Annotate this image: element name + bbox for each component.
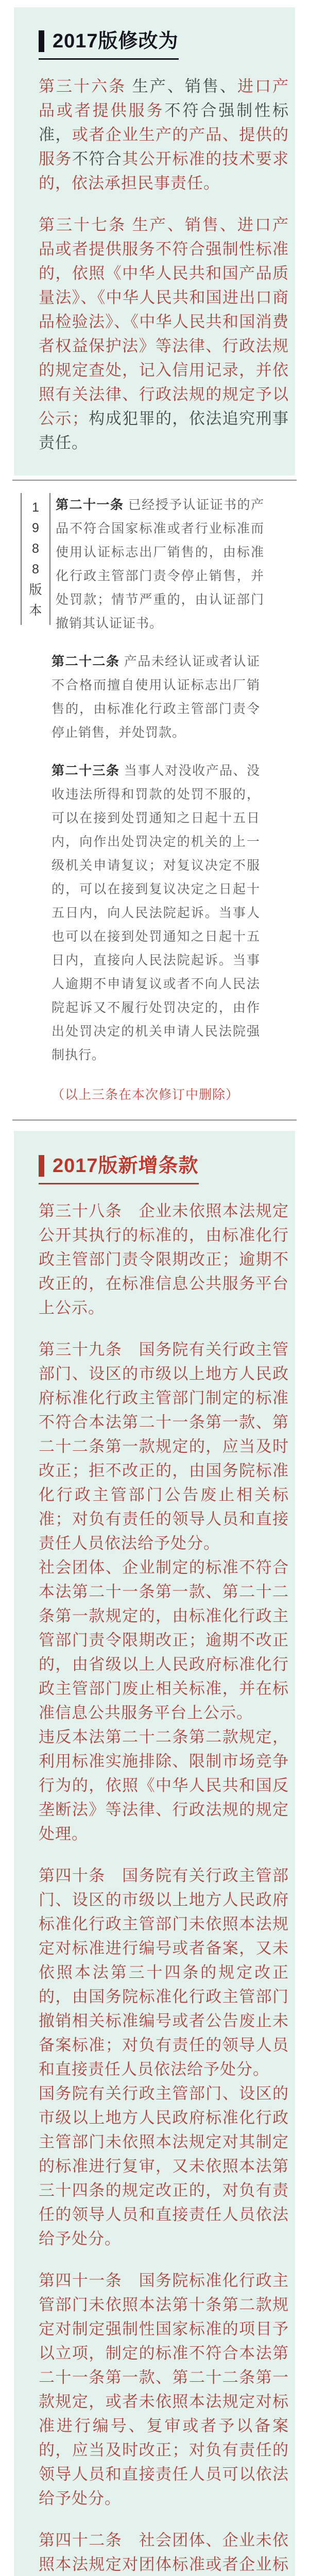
text-segment: 第三十九条 国务院有关行政主管部门、设区的市级以上地方人民政府标准化行政主管部门制定的标准不符合本法第二十一条第一款、第二十二条第一款规定的，应当及时改正；拒不改正的，由国务院标准化行政主管部门公告废止相关标准；对负有责任的领导人员和直接责任人员依法给予处分。 [39, 1341, 289, 1552]
text-segment: 第三十八条 企业未依照本法规定公开其执行的标准的，由标准化行政主管部门责令限期改正；逾期不改正的，在标准信息公共服务平台上公示。 [39, 1202, 289, 1317]
vertical-label-1988 [21, 493, 50, 625]
sidebar-char: 8 [32, 541, 39, 556]
sidebar-char: 8 [32, 562, 39, 577]
paragraph [39, 1863, 289, 2081]
paragraph [39, 213, 289, 455]
header-accent-bar [39, 1155, 44, 1177]
text-segment: 第三十六条 [39, 77, 132, 95]
text-segment: 或者企业生产的产品、提供的服务 [39, 126, 289, 168]
text-segment: 不符合强制性标准， [39, 101, 289, 144]
paragraph [39, 2528, 289, 2576]
text-segment: 产品未经认证或者认证不合格而擅自使用认证标志出厂销售的，由标准化行政主管部门责令停止销售，并处罚款。 [52, 654, 260, 740]
text-segment: 违反本法第二十二条第二款规定，利用标准实施排除、限制市场竞争行为的，依照《中华人民共和国反垄断法》等法律、行政法规的规定处理。 [39, 1728, 289, 1843]
text-segment: 生产、销售、 [132, 77, 237, 95]
sidebar-row [0, 493, 309, 635]
paragraph [39, 2081, 289, 2251]
card-2017-modified [14, 7, 295, 476]
text-segment: 第四十二条 社会团体、企业未依照本法规定对团体标准或者企业标 [39, 2531, 289, 2573]
section-title: 2017版新增条款 [53, 1155, 199, 1177]
sidebar-char: 本 [29, 603, 42, 618]
section-1988-version [0, 485, 309, 1115]
sidebar-char: 版 [29, 583, 42, 597]
text-segment: 进口产品或者提供服务 [39, 77, 289, 120]
paragraph [56, 493, 264, 635]
text-segment: 社会团体、企业制定的标准不符合本法第二十一条第一款、第二十二条第一款规定的，由标准化行政主管部门责令限期改正；逾期不改正的，由省级以上人民政府标准化行政主管部门废止相关标准，并在标准信息公共服务平台上公示。 [39, 1558, 289, 1722]
text-segment: 不符合 [72, 150, 123, 168]
paragraph [39, 74, 289, 195]
paragraph [39, 1199, 289, 1320]
text-segment: 第四十一条 国务院标准化行政主管部门未依照本法第十条第二款规定对制定强制性国家标准的项目予以立项，制定的标准不符合本法第二十一条第一款、第二十二条第一款规定，或者未依照本法规定对标准进行编号、复审或者予以备案的，应当及时改正；对负有责任的领导人员和直接责任人员可以依法给予处分。 [39, 2272, 289, 2507]
header-accent-bar [39, 30, 44, 52]
text-segment: 已经授予认证证书的产品不符合国家标准或者行业标准而使用认证标志出厂销售的，由标准化行政主管部门责令停止销售，并处罚款；情节严重的，由认证部门撤销其认证证书。 [56, 498, 264, 631]
text-segment: 第三十七条 生产、销售、进口产品或者提供服务不符合强制性标准的，依照《中华人民共和国产品质量法》、《中华人民共和国进出口商品检验法》、《中华人民共和国消费者权益保护法》等法律、行政法规的规定查处，记入信用记录，并依照有关法律、行政法规的规定予以公示； [39, 216, 289, 428]
sidebar-char: 1 [32, 500, 39, 515]
paragraph [39, 1555, 289, 1725]
section-header-new [39, 1149, 199, 1184]
text-segment: 国务院有关行政主管部门、设区的市级以上地方人民政府标准化行政主管部门未依照本法规定对其制定的标准进行复审，又未依照本法第三十四条的规定改正的，对负有责任的领导人员和直接责任人员依法给予处分。 [39, 2084, 289, 2248]
articles-22-23-container [0, 650, 309, 1067]
paragraph [39, 1337, 289, 1555]
sidebar-char: 9 [32, 521, 39, 535]
new-paragraphs [39, 1199, 289, 2576]
paragraph [39, 1725, 289, 1846]
card-2017-new [14, 1131, 295, 2576]
paragraph [52, 650, 260, 744]
paragraph [52, 759, 260, 1067]
paragraph [39, 2268, 289, 2511]
text-segment: 构成犯罪的，依法追究刑事责任。 [39, 410, 289, 452]
section-title: 2017版修改为 [53, 30, 179, 52]
text-segment: 第二十二条 [52, 654, 120, 669]
text-segment: 第四十条 国务院有关行政主管部门、设区的市级以上地方人民政府标准化行政主管部门未依照本法规定对标准进行编号或者备案，又未依照本法第三十四条的规定改正的，由国务院标准化行政主管部门撤销相关标准编号或者公告废止未备案标准；对负有责任的领导人员和直接责任人员依法给予处分。 [39, 1867, 289, 2078]
text-segment: 当事人对没收产品、没收违法所得和罚款的处罚不服的，可以在接到处罚通知之日起十五日内，向作出处罚决定的机关的上一级机关申请复议；对复议决定不服的，可以在接到复议决定之日起十五日内，向人民法院起诉。当事人也可以在接到处罚通知之日起十五日内，直接向人民法院起诉。当事人逾期不申请复议或者不向人民法院起诉又不履行处罚决定的，由作出处罚决定的机关申请人民法院强制执行。 [52, 764, 260, 1062]
modified-paragraphs [39, 74, 289, 455]
deleted-articles-note: （以上三条在本次修订中删除） [52, 1088, 239, 1102]
text-segment: 其公开标准的技术要求的，依法承担民事责任。 [39, 150, 289, 192]
section-divider [12, 480, 297, 481]
section-header-modified [39, 25, 179, 60]
text-segment: 第二十三条 [52, 764, 120, 778]
section-divider [12, 1120, 297, 1121]
article-21-container [50, 493, 309, 635]
text-segment: 第二十一条 [56, 498, 124, 512]
